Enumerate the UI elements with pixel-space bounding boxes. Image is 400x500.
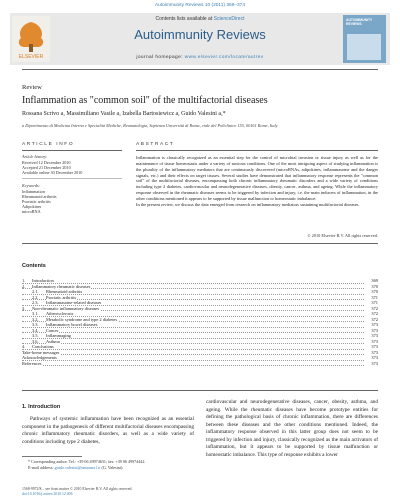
- article-info-divider: [22, 150, 122, 151]
- issn-doi-block: [22, 487, 132, 496]
- keyword-item[interactable]: Inflammation: [22, 189, 45, 194]
- toc-entry-number: 4.: [22, 344, 26, 349]
- toc-entry[interactable]: [22, 307, 378, 312]
- available-online-date: Available online 30 December 2010: [22, 170, 83, 175]
- contents-prefix: Contents lists available at: [155, 16, 214, 22]
- toc-entry-page: 371: [371, 294, 378, 300]
- toc-entry[interactable]: [22, 345, 378, 350]
- toc-leader-dots: [22, 360, 364, 361]
- email-suffix: (G. Valesini).: [100, 465, 124, 470]
- article-type: Review: [22, 84, 42, 91]
- author-affiliation: a Dipartimento di Medicina Interna e Specialità Mediche, Reumatologia, Sapienza Università di Roma, viale del Policlinico 155, 00161 Rome, Italy: [22, 123, 278, 128]
- contents-bottom-divider: [22, 390, 378, 391]
- publisher-logo-text: ELSEVIER: [18, 54, 44, 60]
- toc-entry-page: 373: [371, 349, 378, 355]
- toc-entry-label: Non-rheumatic inflammatory diseases: [32, 305, 100, 311]
- toc-entry-number: 3.3.: [32, 322, 39, 327]
- toc-entry-number: 2.: [22, 283, 26, 289]
- toc-entry-page: 373: [371, 333, 378, 338]
- toc-entry-number: 3.5.: [32, 333, 39, 338]
- toc-entry-number: 3.1.: [32, 311, 39, 316]
- doi-link[interactable]: doi:10.1016/j.autrev.2010.12.006: [22, 491, 73, 496]
- toc-entry[interactable]: [22, 351, 378, 356]
- abstract-paragraph-1: Inflammation is classically recognized as an essential step for the control of microbial invasion or tissue injury as well as for the maintenance of tissue homeostasis under a variety of noxious conditions. One of the most intriguing aspect of studying inflammation is the plurality of the inflammatory mediators that are continuously discovered (microRNAs, adipokines, inflammasome and the danger signals, etc.) and their effects on target tissues. Several studies have demonstrated that inflammatory response represents the "common soil" of the multifactorial diseases, encompassing both chronic inflammatory rheumatic disorders and a wide variety of conditions including type 2 diabetes, cardiovascular and neurodegenerative diseases, obesity, cancer, asthma, and ageing. While the inflammatory response observed in the rheumatic diseases seems to be triggered by infection and injury, i.e. the main inducers of inflammation, in the other conditions mentioned it appears to be supported by tissue malfunction or homeostatic imbalance.: [136, 155, 378, 202]
- toc-entry-label: Take-home messages: [22, 349, 60, 355]
- toc-entry-page: 370: [371, 289, 378, 294]
- keyword-item[interactable]: Rheumatoid arthritis: [22, 194, 57, 199]
- info-inner-divider: [22, 178, 122, 179]
- homepage-url-link[interactable]: www.elsevier.com/locate/autrev: [184, 55, 264, 60]
- toc-entry-label: Rheumatoid arthritis: [46, 289, 83, 294]
- header-divider: [22, 69, 378, 70]
- journal-reference: Autoimmunity Reviews 10 (2011) 369–374: [154, 3, 246, 8]
- email-footnote: [22, 466, 194, 471]
- toc-entry-number: 3.6.: [32, 338, 39, 344]
- toc-entry-page: 370: [371, 283, 378, 289]
- toc-entry-page: 373: [371, 360, 378, 366]
- cover-illustration: [347, 34, 381, 60]
- homepage-prefix: journal homepage:: [136, 55, 185, 60]
- toc-entry-number: 1.: [22, 278, 26, 283]
- abstract-paragraph-2: In the present review, we discuss the data emerged from research on inflammatory mediators sustaining multifactorial diseases.: [136, 201, 360, 207]
- toc-entry[interactable]: [22, 334, 378, 339]
- toc-entry[interactable]: [22, 356, 378, 361]
- journal-homepage: [0, 55, 400, 60]
- journal-name: Autoimmunity Reviews: [134, 27, 266, 42]
- toc-entry[interactable]: [22, 329, 378, 334]
- toc-entry[interactable]: [22, 323, 378, 328]
- introduction-heading: 1. Introduction: [22, 404, 61, 410]
- article-history-label: Article history:: [22, 154, 48, 159]
- toc-entry-label: Asthma: [46, 338, 60, 344]
- toc-entry-label: Inflammasome-related diseases: [46, 300, 102, 305]
- toc-leader-dots: [22, 338, 364, 339]
- toc-entry-page: 372: [371, 311, 378, 316]
- toc-entry-label: Inflammaging: [46, 333, 71, 338]
- copyright-notice: © 2010 Elsevier B.V. All rights reserved.: [307, 233, 378, 238]
- article-title: Inflammation as "common soil" of the multifactorial diseases: [22, 95, 268, 106]
- body-column-left: Pathways of systemic inflammation have been recognized as an essential component in the pathogenesis of different multifactorial diseases encompassing chronic inflammatory rheumatic disorders, as well as a wide variety of conditions including type 2 diabetes,: [22, 416, 194, 445]
- toc-entry-number: 2.1.: [32, 289, 39, 294]
- abstract-divider: [136, 150, 378, 151]
- toc-entry-number: 3.2.: [32, 316, 39, 322]
- toc-entry-label: Metabolic syndrome and type 2 diabetes: [46, 316, 118, 322]
- keyword-item[interactable]: microRNA: [22, 209, 41, 214]
- toc-entry-page: 372: [371, 305, 378, 311]
- keywords-label: Keywords:: [22, 183, 40, 188]
- toc-entry-label: References: [22, 360, 42, 366]
- toc-entry-number: 3.: [22, 305, 26, 311]
- toc-leader-dots: [22, 354, 364, 355]
- toc-entry-page: 373: [371, 355, 378, 360]
- footnote-divider: [22, 456, 82, 457]
- issn-line: 1568-9972/$ – see front matter © 2010 Elsevier B.V. All rights reserved.: [22, 487, 133, 491]
- toc-entry-label: Inflammatory rheumatic diseases: [32, 283, 91, 289]
- keyword-item[interactable]: Adipokines: [22, 204, 42, 209]
- contents-available-line: [0, 16, 400, 22]
- email-link[interactable]: guido.valesini@uniroma1.it: [54, 465, 101, 470]
- toc-entry[interactable]: [22, 362, 378, 367]
- toc-leader-dots: [22, 343, 364, 344]
- email-prefix: E-mail address:: [28, 465, 55, 470]
- keyword-item[interactable]: Psoriatic arthritis: [22, 199, 51, 204]
- cover-title: AUTOIMMUNITY REVIEWS: [346, 18, 373, 27]
- author-list: Rossana Scrivo a, Massimiliano Vasile a, Izabella Bartosiewicz a, Guido Valesini a,*: [22, 111, 226, 117]
- article-info-heading: ARTICLE INFO: [22, 142, 75, 147]
- toc-leader-dots: [22, 365, 364, 366]
- corresponding-author-footnote: * Corresponding author. Tel.: +39 06 49974631; fax: +39 06 49974442.: [28, 459, 146, 464]
- received-date: Received 12 December 2010: [22, 160, 71, 165]
- toc-entry-label: Conclusions: [32, 344, 54, 349]
- toc-entry-label: Atherosclerosis: [46, 311, 74, 316]
- contents-heading: Contents: [22, 263, 46, 269]
- toc-entry-page: 369: [371, 278, 378, 283]
- toc-entry-page: 373: [371, 327, 378, 333]
- toc-entry-label: Acknowledgements: [22, 355, 57, 360]
- toc-entry-page: 373: [371, 344, 378, 349]
- toc-entry-page: 373: [371, 322, 378, 327]
- toc-entry-page: 371: [371, 300, 378, 305]
- body-column-right: cardiovascular and neurodegenerative diseases, cancer, obesity, asthma, and ageing. While the rheumatic diseases have become prototype entities for defining the pathological basis of chronic inflammation, there are differences between these diseases and the other conditions mentioned. Indeed, the inflammatory response observed in this latter group does not seem to be triggered by infection and injury, classically recognized as the main activators of inflammation, but it appears to be supported by tissue malfunction or homeostatic imbalance. This type of response exhibits a lower: [206, 399, 378, 458]
- toc-entry-number: 2.2.: [32, 294, 39, 300]
- abstract-heading: ABSTRACT: [136, 142, 175, 147]
- toc-entry-page: 372: [371, 316, 378, 322]
- toc-leader-dots: [22, 349, 364, 350]
- accepted-date: Accepted 21 December 2010: [22, 165, 71, 170]
- abstract-bottom-divider: [22, 243, 378, 244]
- toc-entry-number: 2.3.: [32, 300, 39, 305]
- toc-entry[interactable]: [22, 340, 378, 345]
- sciencedirect-link[interactable]: ScienceDirect: [213, 16, 245, 22]
- toc-entry-label: Introduction: [32, 278, 54, 283]
- toc-entry-number: 3.4.: [32, 327, 39, 333]
- toc-leader-dots: [22, 332, 364, 333]
- abstract-text: [136, 155, 378, 208]
- toc-entry-label: Inflammatory bowel diseases: [46, 322, 98, 327]
- toc-entry-label: Cancer: [46, 327, 59, 333]
- toc-entry-page: 373: [371, 338, 378, 344]
- toc-entry-label: Psoriatic arthritis: [46, 294, 77, 300]
